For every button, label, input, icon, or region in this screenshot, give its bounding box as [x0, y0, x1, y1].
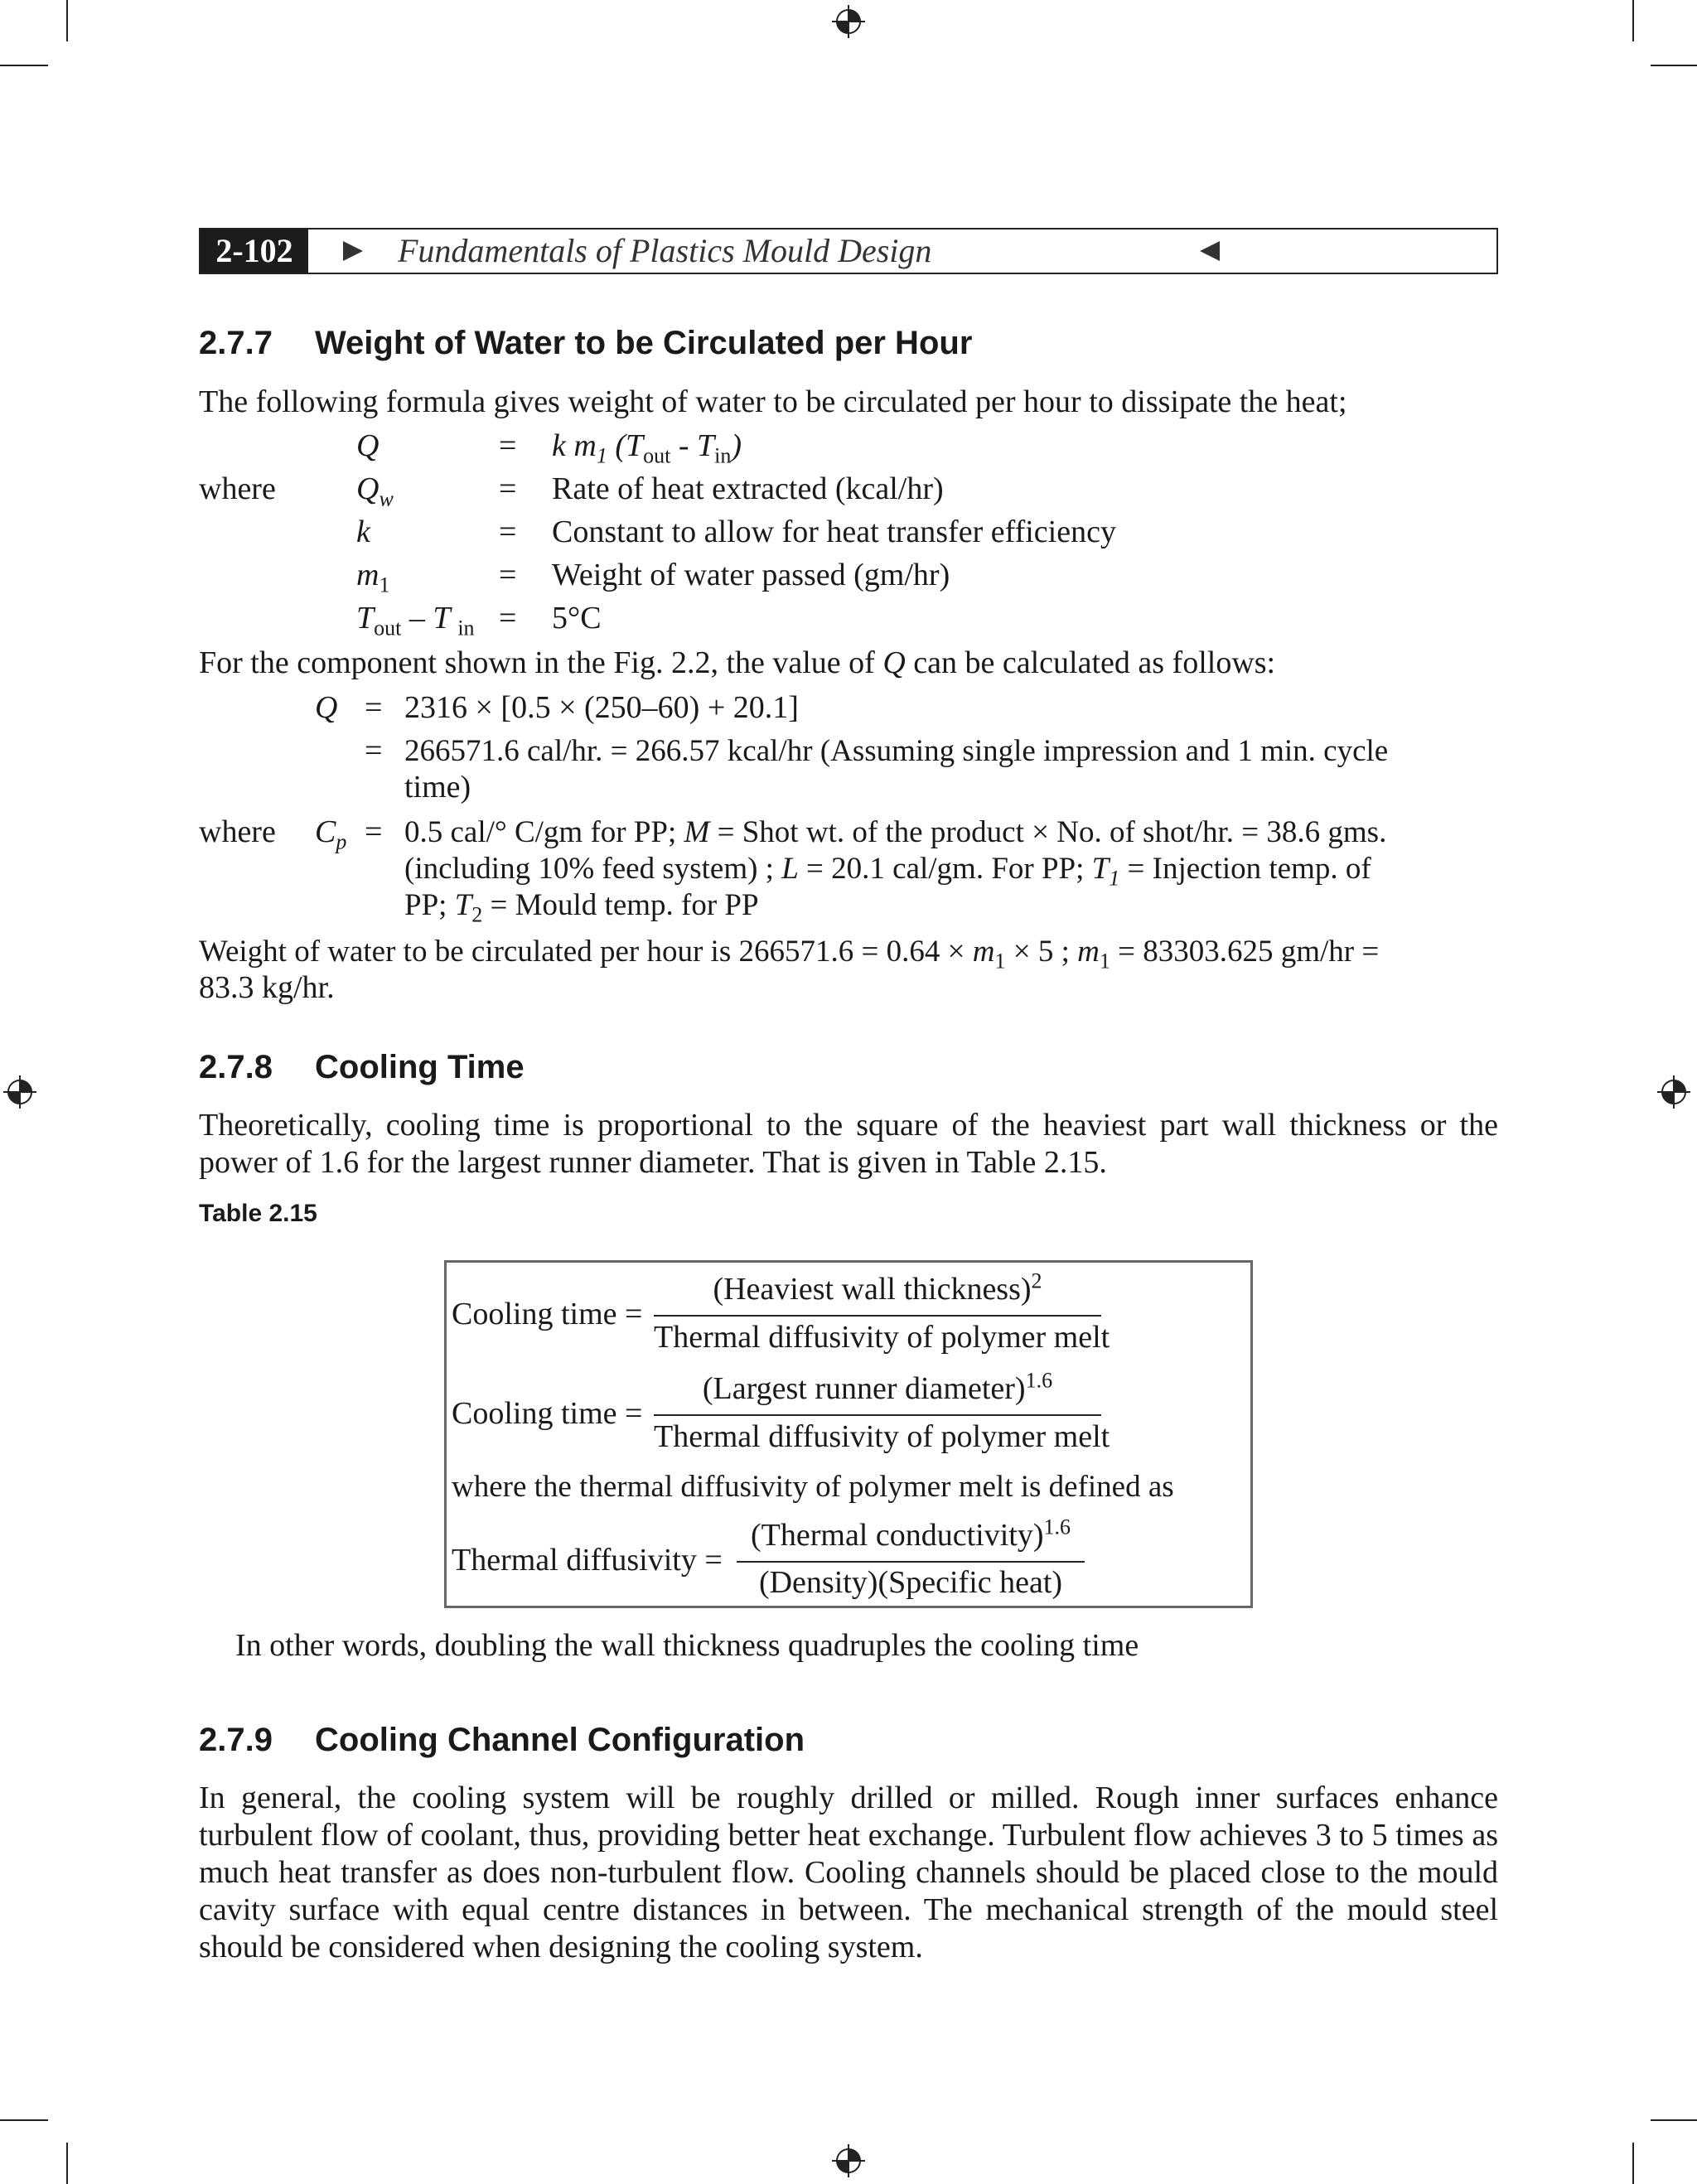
- variable: $T_{out}$ – T $_{in}$: [356, 601, 475, 640]
- where-label: where: [199, 814, 276, 849]
- page-number: 2-102: [201, 230, 308, 273]
- registration-mark-icon: [832, 2144, 865, 2177]
- equals-sign: =: [365, 733, 383, 768]
- definition-line: 0.5 cal/° C/gm for PP; M = Shot wt. of the product × No. of shot/hr. = 38.6 gms.: [404, 815, 1387, 849]
- definition: Rate of heat extracted (kcal/hr): [552, 471, 944, 506]
- crop-mark: [66, 2143, 68, 2184]
- variable: Q: [315, 690, 338, 725]
- section-title: Weight of Water to be Circulated per Hour: [315, 325, 973, 361]
- registration-mark-icon: [1657, 1075, 1690, 1109]
- equals-sign: =: [365, 814, 383, 849]
- formula-denominator: Thermal diffusivity of polymer melt: [654, 1419, 1110, 1454]
- definition-line: (including 10% feed system) ; L = 20.1 cal/gm. For PP; $T_1$ = Injection temp. of: [404, 852, 1371, 891]
- calculation-line: time): [404, 770, 471, 805]
- formula-numerator: (Largest runner diameter)$^{1.6}$: [702, 1368, 1053, 1406]
- equals-sign: =: [499, 601, 517, 635]
- crop-mark: [1651, 2119, 1697, 2121]
- definition: Constant to allow for heat transfer efficiency: [552, 515, 1116, 549]
- book-title: Fundamentals of Plastics Mould Design: [398, 232, 932, 269]
- fraction-bar: [654, 1414, 1101, 1416]
- section-heading: [199, 1722, 805, 1759]
- paragraph: In other words, doubling the wall thickness quadruples the cooling time: [235, 1628, 1139, 1663]
- crop-mark: [0, 65, 48, 66]
- variable: k: [356, 515, 370, 549]
- formula-label: Thermal diffusivity =: [452, 1543, 723, 1578]
- formula-numerator: (Heaviest wall thickness)$^2$: [713, 1268, 1042, 1307]
- formula-denominator: Thermal diffusivity of polymer melt: [654, 1320, 1110, 1355]
- variable: $C_p$: [315, 814, 347, 854]
- triangle-right-icon: [343, 241, 363, 261]
- formula-numerator: (Thermal conductivity)$^{1.6}$: [751, 1515, 1071, 1553]
- section-title: Cooling Time: [315, 1049, 525, 1085]
- paragraph: Weight of water to be circulated per hour is $266571.6 = 0.64 \times m_1 \times 5$ ; $m_1 = 83303.625$ gm/hr =: [199, 935, 1380, 974]
- registration-mark-icon: [832, 5, 865, 38]
- definition-line: PP; $T_2$ = Mould temp. for PP: [404, 888, 759, 927]
- formula-box: [444, 1260, 1253, 1608]
- definition: 5°C: [552, 601, 602, 635]
- formula-label: Cooling time =: [452, 1396, 643, 1431]
- section-heading: [199, 1049, 525, 1086]
- section-heading: [199, 325, 972, 362]
- equals-sign: =: [365, 690, 383, 725]
- calculation-line: 266571.6 cal/hr. = 266.57 kcal/hr (Assuming single impression and 1 min. cycle: [404, 734, 1389, 768]
- running-header: [199, 228, 1498, 274]
- crop-mark: [1632, 2143, 1634, 2184]
- paragraph: Theoretically, cooling time is proportional to the square of the heaviest part wall thickness or the power of 1.6 for the largest runner diameter. That is given in Table 2.15.: [199, 1108, 1498, 1180]
- calculation-line: 2316 × [0.5 × (250–60) + 20.1]: [404, 690, 799, 725]
- definition: k $m_1$ $(T_{out} - T_{in})$: [552, 428, 742, 468]
- variable: Q: [356, 428, 380, 463]
- section-number: 2.7.8: [199, 1049, 273, 1085]
- formula-denominator: (Density)(Specific heat): [758, 1565, 1063, 1600]
- crop-mark: [66, 0, 68, 41]
- table-caption: Table 2.15: [199, 1200, 317, 1227]
- equals-sign: =: [499, 515, 517, 549]
- crop-mark: [1632, 0, 1634, 41]
- variable: $m_1$: [356, 558, 390, 597]
- crop-mark: [1651, 65, 1697, 66]
- where-label: where: [199, 471, 276, 506]
- paragraph: The following formula gives weight of water to be circulated per hour to dissipate the heat;: [199, 384, 1347, 419]
- section-title: Cooling Channel Configuration: [315, 1722, 805, 1758]
- equals-sign: =: [499, 558, 517, 592]
- crop-mark: [0, 2119, 48, 2121]
- section-number: 2.7.7: [199, 325, 273, 361]
- formula-note: where the thermal diffusivity of polymer melt is defined as: [452, 1470, 1174, 1504]
- formula-label: Cooling time =: [452, 1297, 643, 1331]
- equals-sign: =: [499, 471, 517, 506]
- variable: $Q_w$: [356, 471, 394, 511]
- equals-sign: =: [499, 428, 517, 463]
- paragraph: In general, the cooling system will be roughly drilled or milled. Rough inner surfaces enhance turbulent flow of coolant, thus, providing better heat exchange. Turbulent flow achieves 3 to 5 times as much heat transfer as does non-turbulent flow. Cooling channels should be placed close to the mould cavity surface with equal centre distances in between. The mechanical strength of the mould steel should be considered when designing the cooling system.: [199, 1781, 1498, 1964]
- definition: Weight of water passed (gm/hr): [552, 558, 950, 592]
- paragraph: For the component shown in the Fig. 2.2, the value of Q can be calculated as follows:: [199, 645, 1276, 680]
- paragraph: 83.3 kg/hr.: [199, 970, 335, 1005]
- fraction-bar: [737, 1561, 1085, 1563]
- section-number: 2.7.9: [199, 1722, 273, 1758]
- triangle-left-icon: [1200, 241, 1220, 261]
- fraction-bar: [654, 1315, 1101, 1317]
- registration-mark-icon: [3, 1075, 36, 1109]
